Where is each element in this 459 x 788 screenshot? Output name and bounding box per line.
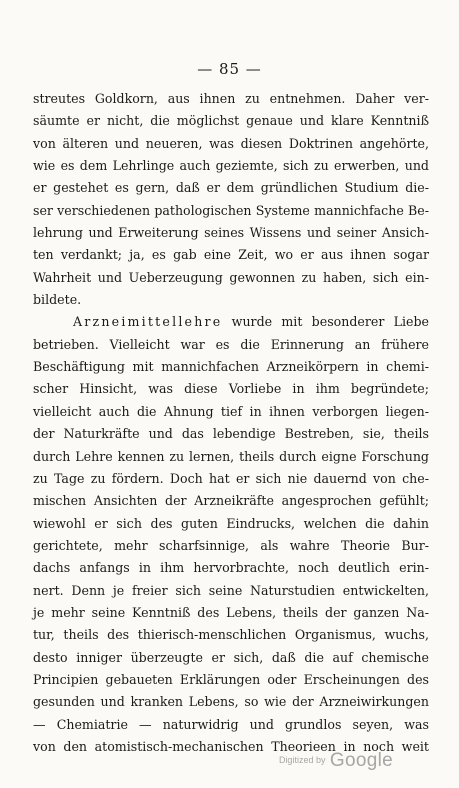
text-line: lehrung und Erweiterung seines Wissens und seiner Ansich- [33, 225, 429, 241]
text-line: säumte er nicht, die möglichst genaue und klare Kenntniß [33, 113, 429, 129]
text-line: er gestehet es gern, daß er dem gründlichen Studium die- [33, 180, 429, 196]
text-line: der Naturkräfte und das lebendige Bestreben, sie, theils [33, 426, 429, 442]
paragraph-start-line [33, 311, 429, 333]
text-line: gesunden und kranken Lebens, so wie der Arzneiwirkungen [33, 694, 429, 710]
text-line: je mehr seine Kenntniß des Lebens, theils der ganzen Na- [33, 604, 429, 620]
text-line: wiewohl er sich des guten Eindrucks, welchen die dahin [33, 515, 429, 531]
text-line: dachs anfangs in ihm hervorbrachte, noch deutlich erin- [33, 560, 429, 576]
text-line: bildete. [33, 292, 82, 308]
watermark-prefix: Digitized by [278, 755, 326, 765]
text-line: ser verschiedenen pathologischen Systeme mannichfache Be- [33, 202, 429, 218]
text-line-rest: wurde mit besonderer Liebe [222, 314, 429, 330]
text-line: Beschäftigung mit mannichfachen Arzneikörpern in chemi- [33, 359, 429, 375]
text-line: von den atomistisch-mechanischen Theorieen in noch weit [33, 738, 429, 754]
text-line: — Chemiatrie — naturwidrig und grundlos seyen, was [33, 716, 429, 732]
text-line: desto inniger überzeugte er sich, daß die auf chemische [33, 649, 429, 665]
text-line: zu Tage zu fördern. Doch hat er sich nie dauernd von che- [33, 470, 429, 486]
page-number: — 85 — [197, 60, 262, 78]
text-line: betrieben. Vielleicht war es die Erinnerung an frühere [33, 336, 429, 352]
text-line: streutes Goldkorn, aus ihnen zu entnehmen. Daher ver- [33, 91, 429, 106]
text-line: mischen Ansichten der Arzneikräfte angesprochen gefühlt; [33, 493, 429, 509]
emphasized-term: Arzneimittellehre [73, 314, 223, 330]
text-line: Wahrheit und Ueberzeugung gewonnen zu haben, sich ein- [33, 269, 429, 285]
body-text [33, 88, 429, 758]
text-line: scher Hinsicht, was diese Vorliebe in ihm begründete; [33, 381, 429, 397]
text-line: wie es dem Lehrlinge auch geziemte, sich zu erwerben, und [33, 158, 429, 174]
text-line: tur, theils des thierisch-menschlichen Organismus, wuchs, [33, 627, 429, 643]
text-line: gerichtete, mehr scharfsinnige, als wahre Theorie Bur- [33, 537, 429, 553]
text-line: ten verdankt; ja, es gab eine Zeit, wo er aus ihnen sogar [33, 247, 429, 263]
text-line: Principien gebaueten Erklärungen oder Erscheinungen des [33, 671, 429, 687]
digitization-watermark [279, 750, 393, 772]
text-line: durch Lehre kennen zu lernen, theils durch eigne Forschung [33, 448, 429, 464]
text-line: von älteren und neueren, was diesen Doktrinen angehörte, [33, 135, 429, 151]
watermark-brand: Google [329, 750, 393, 771]
text-line: nert. Denn je freier sich seine Naturstudien entwickelten, [33, 582, 429, 598]
text-line: vielleicht auch die Ahnung tief in ihnen verborgen liegen- [33, 403, 429, 419]
